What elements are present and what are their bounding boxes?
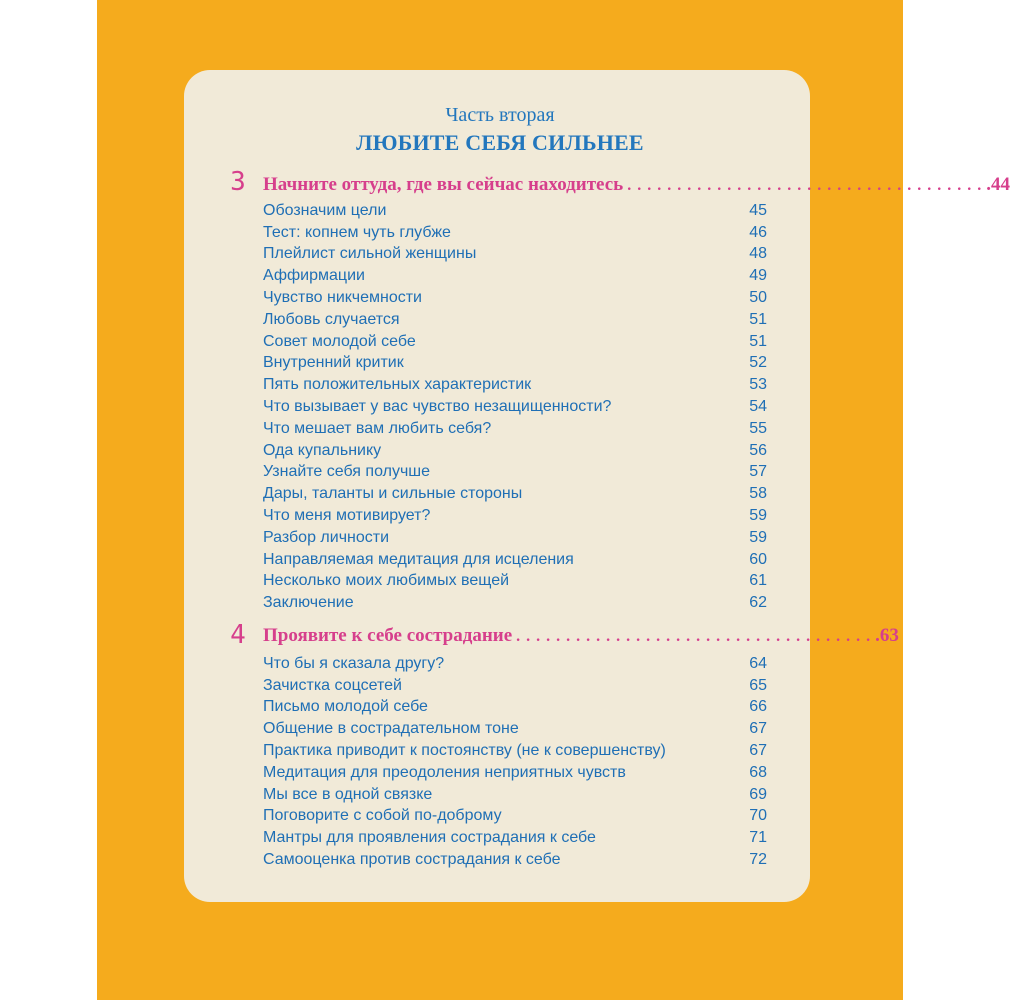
entry-page: 67 — [749, 742, 767, 760]
chapter-number: 4 — [230, 620, 246, 650]
entry-title: Мантры для проявления сострадания к себе — [263, 829, 596, 847]
toc-entry[interactable] — [263, 571, 767, 593]
toc-entry[interactable] — [263, 505, 767, 527]
dot-leader: . . . . . . . . . . . . . . . . . . . . . . . . . . . . . . . . . . . . — [627, 177, 983, 194]
entry-title: Узнайте себя получше — [263, 463, 431, 481]
entry-title: Общение в сострадательном тоне — [263, 720, 519, 738]
toc-entry[interactable] — [263, 549, 767, 571]
toc-entry[interactable] — [263, 527, 767, 549]
entry-title: Внутренний критик — [263, 354, 404, 372]
entry-title: Дары, таланты и сильные стороны — [263, 485, 523, 503]
chapter-entries — [263, 200, 767, 614]
part-label: Часть вторая — [445, 104, 555, 126]
entry-title: Практика приводит к постоянству (не к совершенству) — [263, 742, 666, 760]
entry-page: 48 — [749, 245, 767, 263]
toc-entry[interactable] — [263, 287, 767, 309]
entry-title: Что меня мотивирует? — [263, 507, 431, 525]
toc-entry[interactable] — [263, 374, 767, 396]
entry-page: 56 — [749, 441, 767, 459]
entry-page: 52 — [749, 354, 767, 372]
entry-title: Чувство никчемности — [263, 289, 422, 307]
entry-title: Аффирмации — [263, 267, 365, 285]
toc-entry[interactable] — [263, 740, 767, 762]
entry-title: Что мешает вам любить себя? — [263, 419, 492, 437]
entry-page: 46 — [749, 223, 767, 241]
entry-page: 67 — [749, 720, 767, 738]
toc-entry[interactable] — [263, 806, 767, 828]
toc-entry[interactable] — [263, 418, 767, 440]
toc-entry[interactable] — [263, 675, 767, 697]
entry-page: 68 — [749, 763, 767, 781]
toc-entry[interactable] — [263, 331, 767, 353]
toc-entry[interactable] — [263, 653, 767, 675]
entry-page: 70 — [749, 807, 767, 825]
chapter-title: Начните оттуда, где вы сейчас находитесь — [263, 174, 624, 195]
chapter-page: .63 — [875, 625, 899, 646]
toc-entry[interactable] — [263, 244, 767, 266]
entry-title: Заключение — [263, 594, 354, 612]
toc-entry[interactable] — [263, 784, 767, 806]
toc-entry[interactable] — [263, 762, 767, 784]
entry-page: 69 — [749, 785, 767, 803]
chapter-heading[interactable] — [263, 625, 899, 651]
chapter-heading[interactable] — [263, 174, 1010, 200]
part-title: ЛЮБИТЕ СЕБЯ СИЛЬНЕЕ — [356, 130, 644, 155]
entry-title: Пять положительных характеристик — [263, 376, 532, 394]
chapter-title: Проявите к себе сострадание — [263, 625, 513, 646]
entry-page: 59 — [749, 528, 767, 546]
toc-entry[interactable] — [263, 592, 767, 614]
toc-entry[interactable] — [263, 222, 767, 244]
toc-entry[interactable] — [263, 396, 767, 418]
entry-page: 64 — [749, 654, 767, 672]
entry-title: Письмо молодой себе — [263, 698, 428, 716]
entry-page: 60 — [749, 550, 767, 568]
toc-entry[interactable] — [263, 309, 767, 331]
entry-title: Что вызывает у вас чувство незащищенности? — [263, 398, 612, 416]
entry-page: 55 — [749, 419, 767, 437]
entry-title: Тест: копнем чуть глубже — [263, 223, 451, 241]
toc-entry[interactable] — [263, 265, 767, 287]
entry-page: 59 — [749, 507, 767, 525]
entry-page: 65 — [749, 676, 767, 694]
toc-entry[interactable] — [263, 440, 767, 462]
entry-title: Обозначим цели — [263, 201, 387, 219]
toc-entry[interactable] — [263, 200, 767, 222]
entry-page: 51 — [749, 332, 767, 350]
entry-title: Плейлист сильной женщины — [263, 245, 477, 263]
entry-title: Медитация для преодоления неприятных чувств — [263, 763, 626, 781]
chapter-number: 3 — [230, 167, 246, 197]
entry-title: Любовь случается — [263, 310, 400, 328]
toc-entry[interactable] — [263, 718, 767, 740]
entry-title: Ода купальнику — [263, 441, 382, 459]
entry-page: 61 — [749, 572, 767, 590]
entry-title: Направляемая медитация для исцеления — [263, 550, 574, 568]
entry-title: Совет молодой себе — [263, 332, 416, 350]
toc-entry[interactable] — [263, 827, 767, 849]
entry-page: 72 — [749, 851, 767, 869]
entry-title: Разбор личности — [263, 528, 390, 546]
chapter-entries — [263, 653, 767, 871]
entry-page: 50 — [749, 289, 767, 307]
toc-entry[interactable] — [263, 462, 767, 484]
toc-entry[interactable] — [263, 849, 767, 871]
entry-page: 54 — [749, 398, 767, 416]
entry-page: 62 — [749, 594, 767, 612]
entry-page: 53 — [749, 376, 767, 394]
entry-page: 45 — [749, 201, 767, 219]
toc-entry[interactable] — [263, 483, 767, 505]
entry-page: 66 — [749, 698, 767, 716]
entry-page: 49 — [749, 267, 767, 285]
entry-page: 57 — [749, 463, 767, 481]
entry-title: Поговорите с собой по-доброму — [263, 807, 502, 825]
entry-title: Зачистка соцсетей — [263, 676, 402, 694]
chapter-page: .44 — [986, 174, 1010, 195]
toc-entry[interactable] — [263, 697, 767, 719]
entry-title: Несколько моих любимых вещей — [263, 572, 510, 590]
entry-page: 58 — [749, 485, 767, 503]
entry-page: 51 — [749, 310, 767, 328]
entry-page: 71 — [749, 829, 767, 847]
entry-title: Самооценка против сострадания к себе — [263, 851, 561, 869]
entry-title: Мы все в одной связке — [263, 785, 433, 803]
toc-entry[interactable] — [263, 353, 767, 375]
dot-leader: . . . . . . . . . . . . . . . . . . . . . . . . . . . . . . . . . . . . — [516, 628, 872, 645]
entry-title: Что бы я сказала другу? — [263, 654, 445, 672]
